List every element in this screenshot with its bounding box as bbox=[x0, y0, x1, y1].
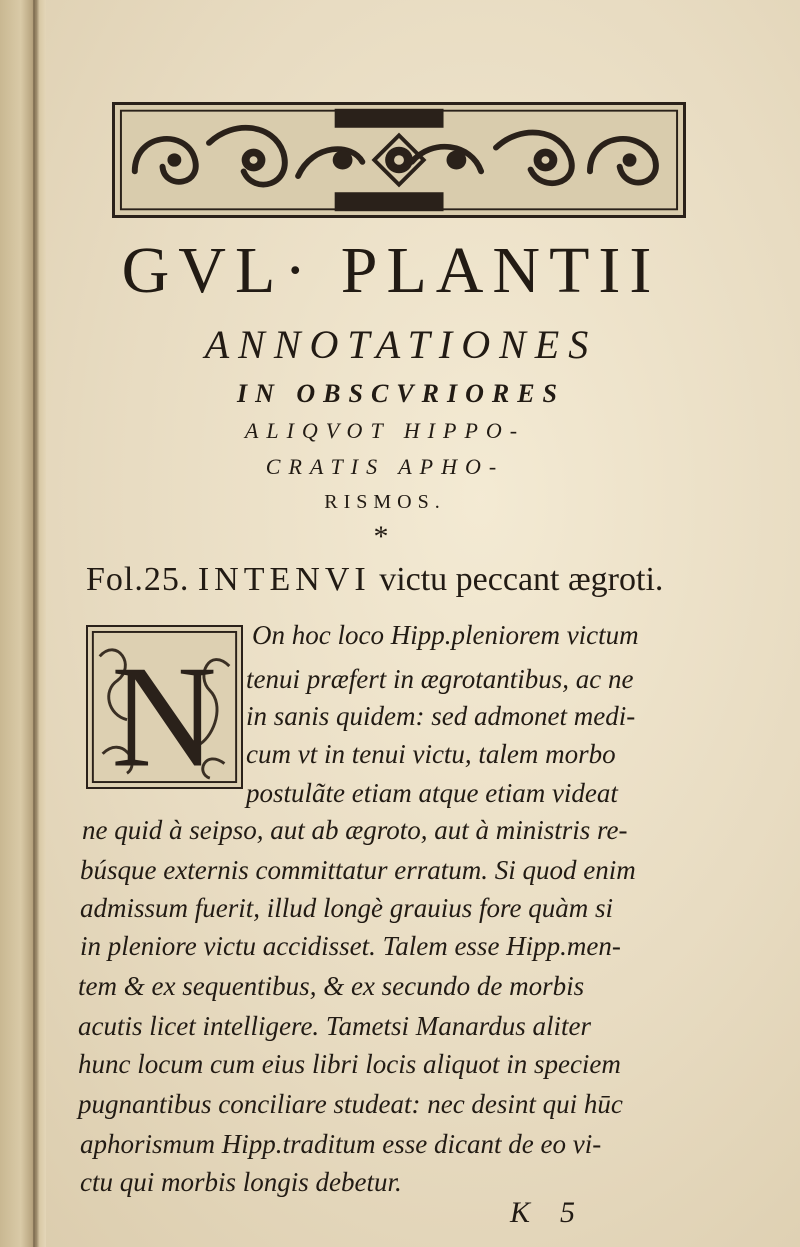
aphorism-heading bbox=[86, 560, 706, 600]
heading-caps: INTENVI bbox=[197, 561, 371, 598]
text-line: búsque externis committatur erratum. Si quod enim bbox=[80, 855, 636, 885]
folio-reference: Fol.25. bbox=[86, 561, 190, 598]
ornamental-headpiece bbox=[112, 102, 686, 218]
text-line: acutis licet intelligere. Tametsi Manardus aliter bbox=[78, 1011, 591, 1041]
signature-letter: K bbox=[510, 1196, 561, 1229]
decorated-initial bbox=[86, 625, 243, 789]
text-line: tenui præfert in ægrotantibus, ac ne bbox=[246, 664, 634, 694]
initial-letter: N bbox=[111, 635, 217, 787]
subtitle-line-1: ANNOTATIONES bbox=[204, 322, 598, 367]
text-line: in pleniore victu accidisset. Talem esse Hipp.men- bbox=[80, 931, 621, 961]
text-line: admissum fuerit, illud longè grauius fore quàm si bbox=[80, 893, 614, 923]
text-line: pugnantibus conciliare studeat: nec desint qui hūc bbox=[78, 1089, 623, 1119]
page-number: 5 bbox=[560, 1196, 606, 1229]
subtitle-line-4: CRATIS APHO- bbox=[265, 454, 505, 479]
subtitle-line-5: RISMOS. bbox=[324, 491, 446, 513]
subtitle-line-2: IN OBSCVRIORES bbox=[236, 379, 566, 408]
subtitle-line-3: ALIQVOT HIPPO- bbox=[244, 418, 526, 443]
text-line: postulãte etiam atque etiam videat bbox=[246, 778, 618, 808]
text-line: ne quid à seipso, aut ab ægroto, aut à ministris re- bbox=[82, 815, 628, 845]
text-line: tem & ex sequentibus, & ex secundo de morbis bbox=[78, 971, 585, 1001]
text-line: aphorismum Hipp.traditum esse dicant de eo vi- bbox=[80, 1129, 602, 1159]
asterisk-ornament: * bbox=[373, 520, 389, 553]
text-line: hunc locum cum eius libri locis aliquot in speciem bbox=[78, 1049, 621, 1079]
text-line: cum vt in tenui victu, talem morbo bbox=[246, 739, 616, 769]
text-line: On hoc loco Hipp.pleniorem victum bbox=[252, 620, 639, 650]
signature-mark bbox=[510, 1196, 605, 1230]
text-line: in sanis quidem: sed admonet medi- bbox=[246, 701, 636, 731]
author-title: GVL· PLANTII bbox=[121, 234, 661, 307]
book-gutter bbox=[0, 0, 46, 1247]
binding-edge bbox=[33, 0, 35, 1247]
text-line: ctu qui morbis longis debetur. bbox=[80, 1167, 402, 1197]
heading-rest: victu peccant ægroti. bbox=[379, 561, 664, 598]
